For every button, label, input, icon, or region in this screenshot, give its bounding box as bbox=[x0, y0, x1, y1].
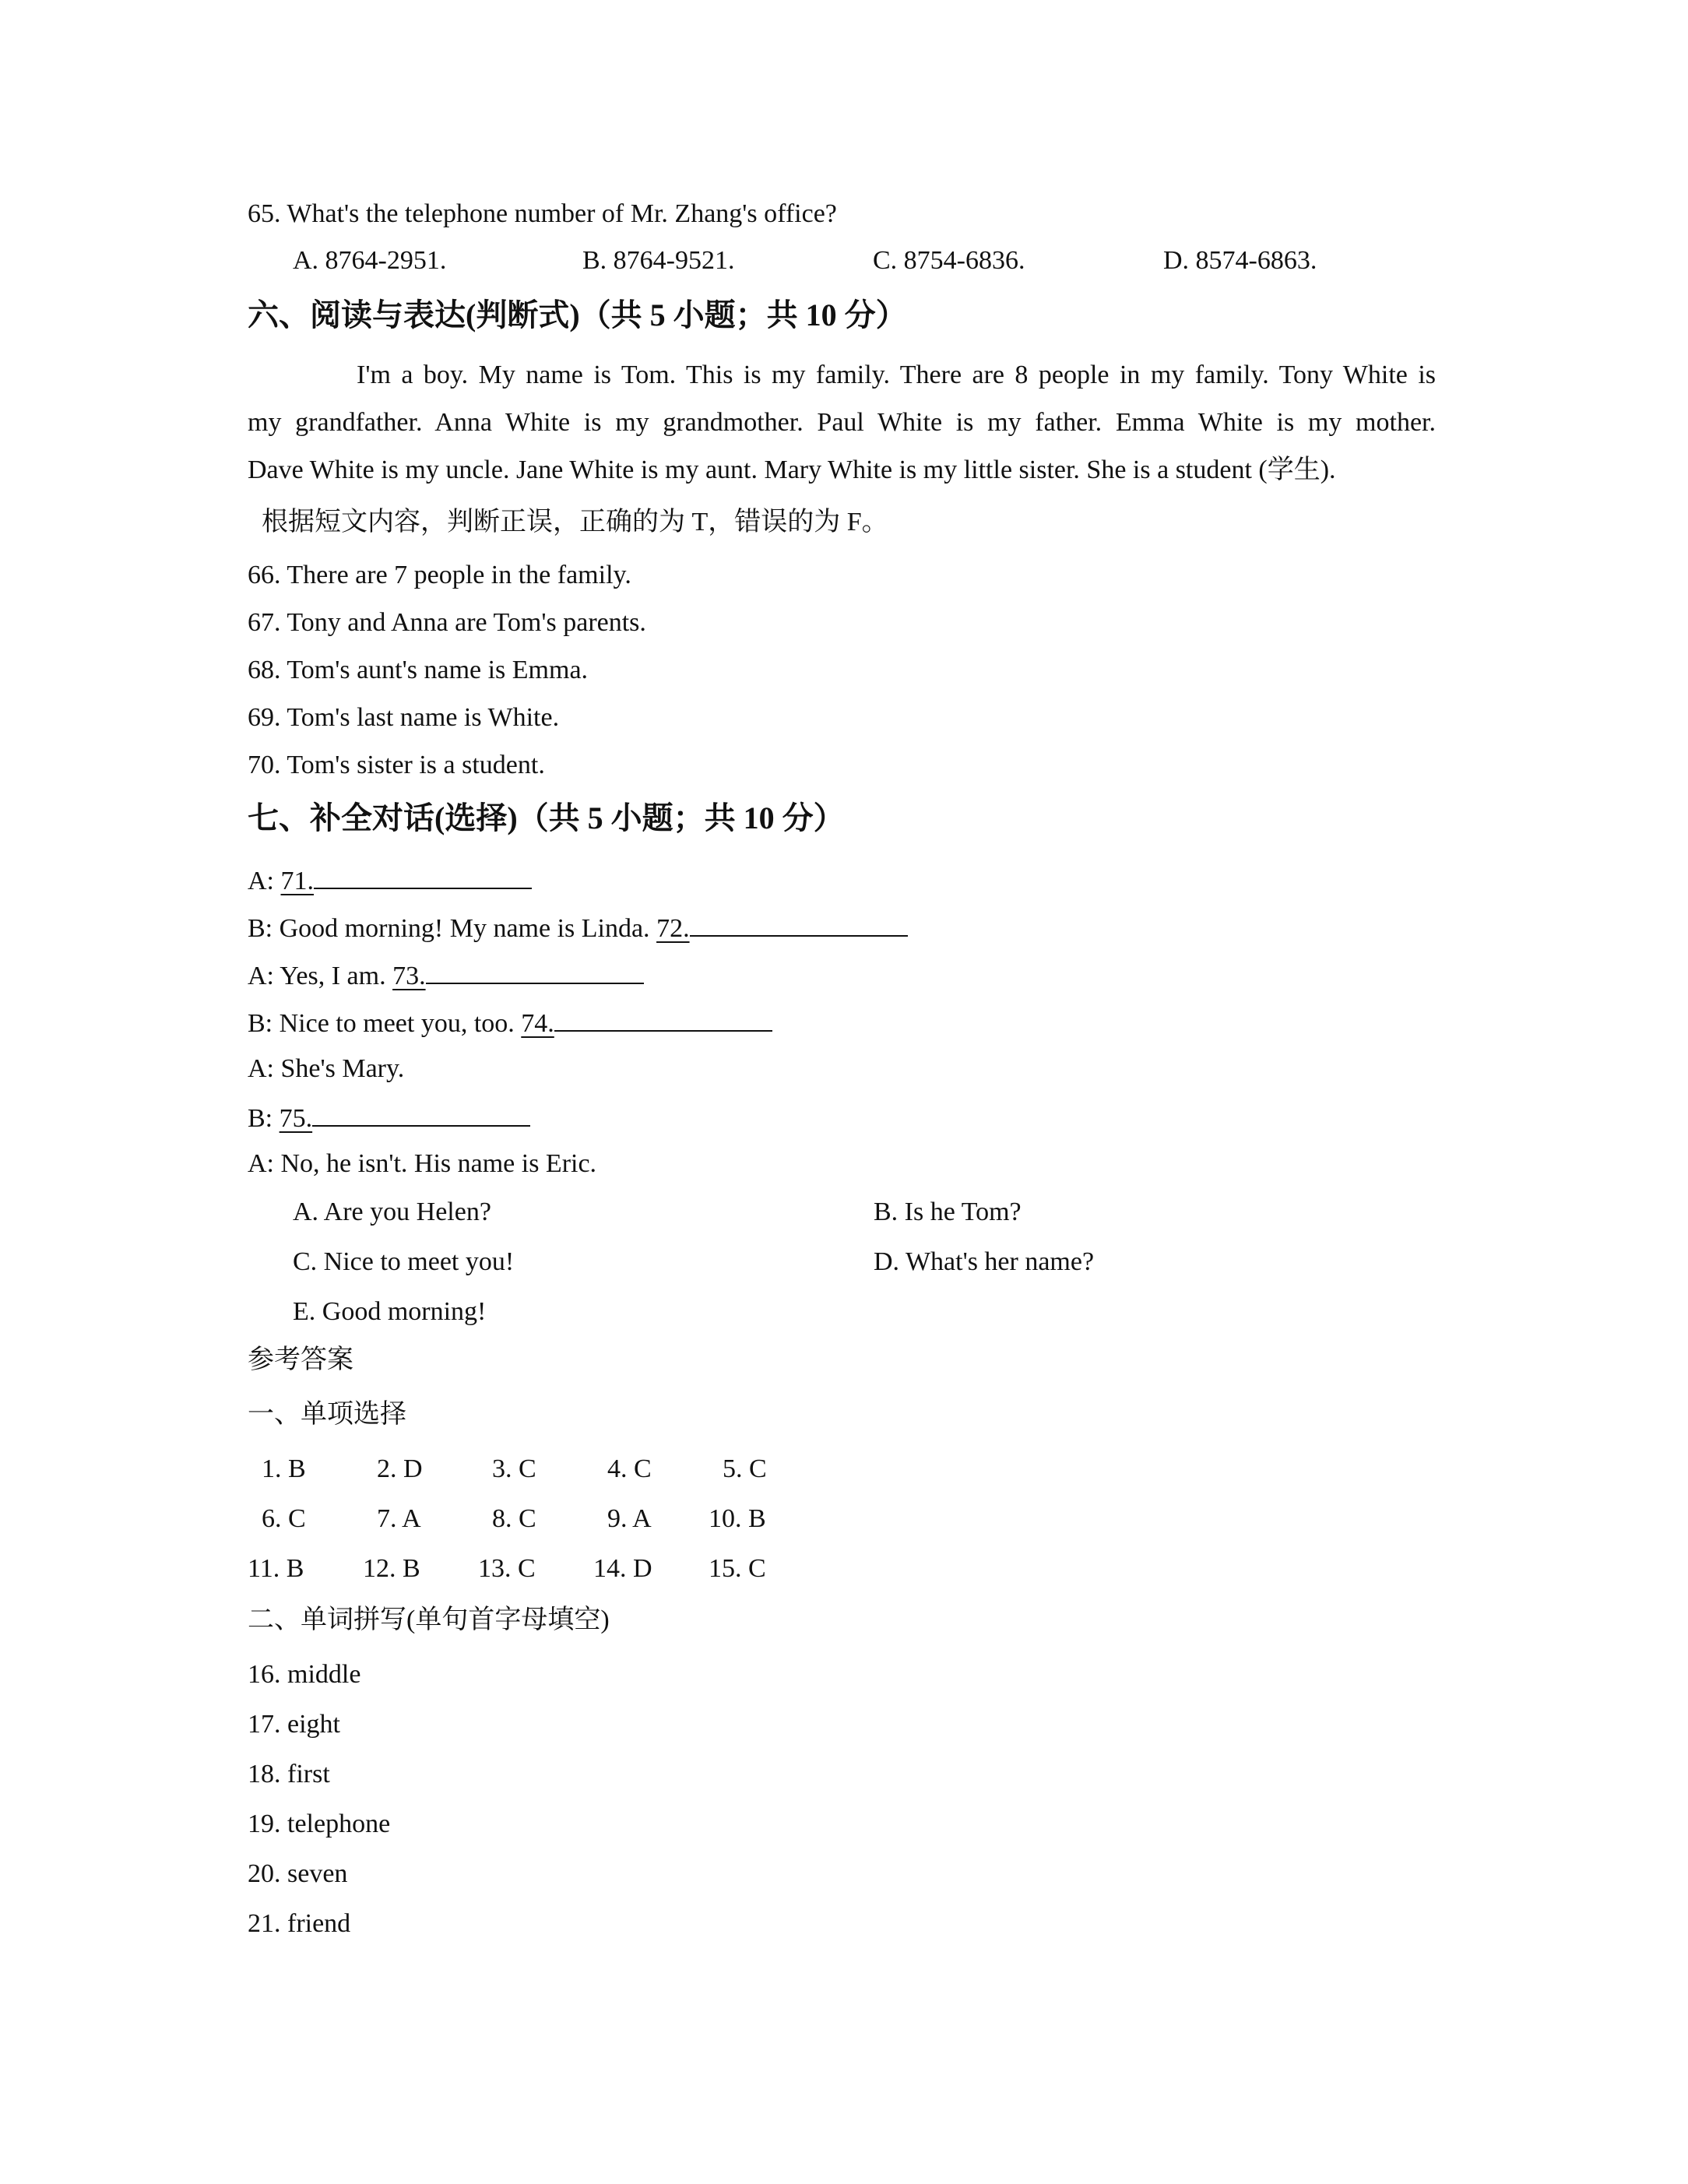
answer-blank-73[interactable]: 73. bbox=[392, 961, 644, 990]
s7-option-b: B. Is he Tom? bbox=[874, 1198, 1022, 1226]
answer-cell: 9. A bbox=[607, 1504, 652, 1533]
tf-item-68: 68. Tom's aunt's name is Emma. bbox=[248, 656, 589, 684]
q65-option-b: B. 8764-9521. bbox=[582, 246, 735, 275]
tf-item-67: 67. Tony and Anna are Tom's parents. bbox=[248, 608, 646, 637]
answer-cell: 14. D bbox=[593, 1554, 652, 1583]
passage-line-2: my grandfather. Anna White is my grandmother. Paul White is my father. Emma White is my mother. bbox=[248, 408, 1436, 437]
answer-cell: 8. C bbox=[492, 1504, 536, 1533]
answer-blank-71[interactable]: 71. bbox=[281, 866, 533, 895]
passage-line-3: Dave White is my uncle. Jane White is my aunt. Mary White is my little sister. She is a student (学生). bbox=[248, 455, 1336, 484]
q65-option-c: C. 8754-6836. bbox=[873, 246, 1025, 275]
section6-heading: 六、阅读与表达(判断式)（共 5 小题；共 10 分） bbox=[248, 297, 907, 332]
dialogue-line bbox=[248, 961, 644, 990]
dialogue-line bbox=[248, 1008, 772, 1037]
answer-item: 21. friend bbox=[248, 1909, 351, 1938]
dialogue-text: A: Yes, I am. bbox=[248, 962, 393, 990]
question-65: 65. What's the telephone number of Mr. Zhang's office? bbox=[248, 199, 837, 228]
s7-option-e: E. Good morning! bbox=[293, 1297, 487, 1326]
q65-option-d: D. 8574-6863. bbox=[1163, 246, 1317, 275]
answer-item: 16. middle bbox=[248, 1660, 361, 1689]
answer-cell: 13. C bbox=[478, 1554, 536, 1583]
tf-item-66: 66. There are 7 people in the family. bbox=[248, 561, 631, 589]
section6-instruction: 根据短文内容，判断正误，正确的为 T，错误的为 F。 bbox=[262, 508, 888, 536]
dialogue-text: A: No, he isn't. His name is Eric. bbox=[248, 1149, 597, 1178]
answer-item: 18. first bbox=[248, 1760, 330, 1788]
section7-heading: 七、补全对话(选择)（共 5 小题；共 10 分） bbox=[248, 800, 845, 835]
answer-blank-74[interactable]: 74. bbox=[521, 1008, 772, 1037]
answer-item: 20. seven bbox=[248, 1859, 348, 1888]
passage-line-1: I'm a boy. My name is Tom. This is my family. There are 8 people in my family. Tony White is bbox=[357, 360, 1436, 389]
dialogue-text: B: Nice to meet you, too. bbox=[248, 1009, 522, 1038]
answer-blank-72[interactable]: 72. bbox=[656, 913, 908, 942]
answer-cell: 1. B bbox=[262, 1454, 306, 1483]
dialogue-line bbox=[248, 1103, 530, 1132]
s7-option-a: A. Are you Helen? bbox=[293, 1198, 491, 1226]
answer-cell: 2. D bbox=[377, 1454, 423, 1483]
answers-part1-heading: 一、单项选择 bbox=[248, 1400, 406, 1429]
answer-item: 17. eight bbox=[248, 1710, 340, 1739]
answer-cell: 3. C bbox=[492, 1454, 536, 1483]
answer-cell: 11. B bbox=[248, 1554, 304, 1583]
q65-option-a: A. 8764-2951. bbox=[293, 246, 447, 275]
answer-cell: 4. C bbox=[607, 1454, 652, 1483]
answer-cell: 12. B bbox=[363, 1554, 420, 1583]
tf-item-70: 70. Tom's sister is a student. bbox=[248, 751, 545, 779]
dialogue-line bbox=[248, 1056, 404, 1082]
s7-option-d: D. What's her name? bbox=[874, 1247, 1095, 1276]
answer-cell: 7. A bbox=[377, 1504, 421, 1533]
answer-cell: 6. C bbox=[262, 1504, 306, 1533]
answer-blank-75[interactable]: 75. bbox=[280, 1103, 531, 1132]
answer-cell: 5. C bbox=[723, 1454, 767, 1483]
answer-cell: 10. B bbox=[709, 1504, 766, 1533]
answer-item: 19. telephone bbox=[248, 1809, 391, 1838]
tf-item-69: 69. Tom's last name is White. bbox=[248, 703, 560, 732]
dialogue-text: B: Good morning! My name is Linda. bbox=[248, 914, 657, 943]
dialogue-text: A: She's Mary. bbox=[248, 1054, 405, 1083]
dialogue-line bbox=[248, 1151, 596, 1177]
dialogue-text: B: bbox=[248, 1104, 280, 1133]
dialogue-line bbox=[248, 866, 532, 895]
answers-part2-heading: 二、单词拼写(单句首字母填空) bbox=[248, 1605, 610, 1634]
s7-option-c: C. Nice to meet you! bbox=[293, 1247, 515, 1276]
dialogue-line bbox=[248, 913, 908, 942]
dialogue-text: A: bbox=[248, 867, 281, 895]
answers-title: 参考答案 bbox=[248, 1345, 353, 1374]
answer-cell: 15. C bbox=[709, 1554, 766, 1583]
